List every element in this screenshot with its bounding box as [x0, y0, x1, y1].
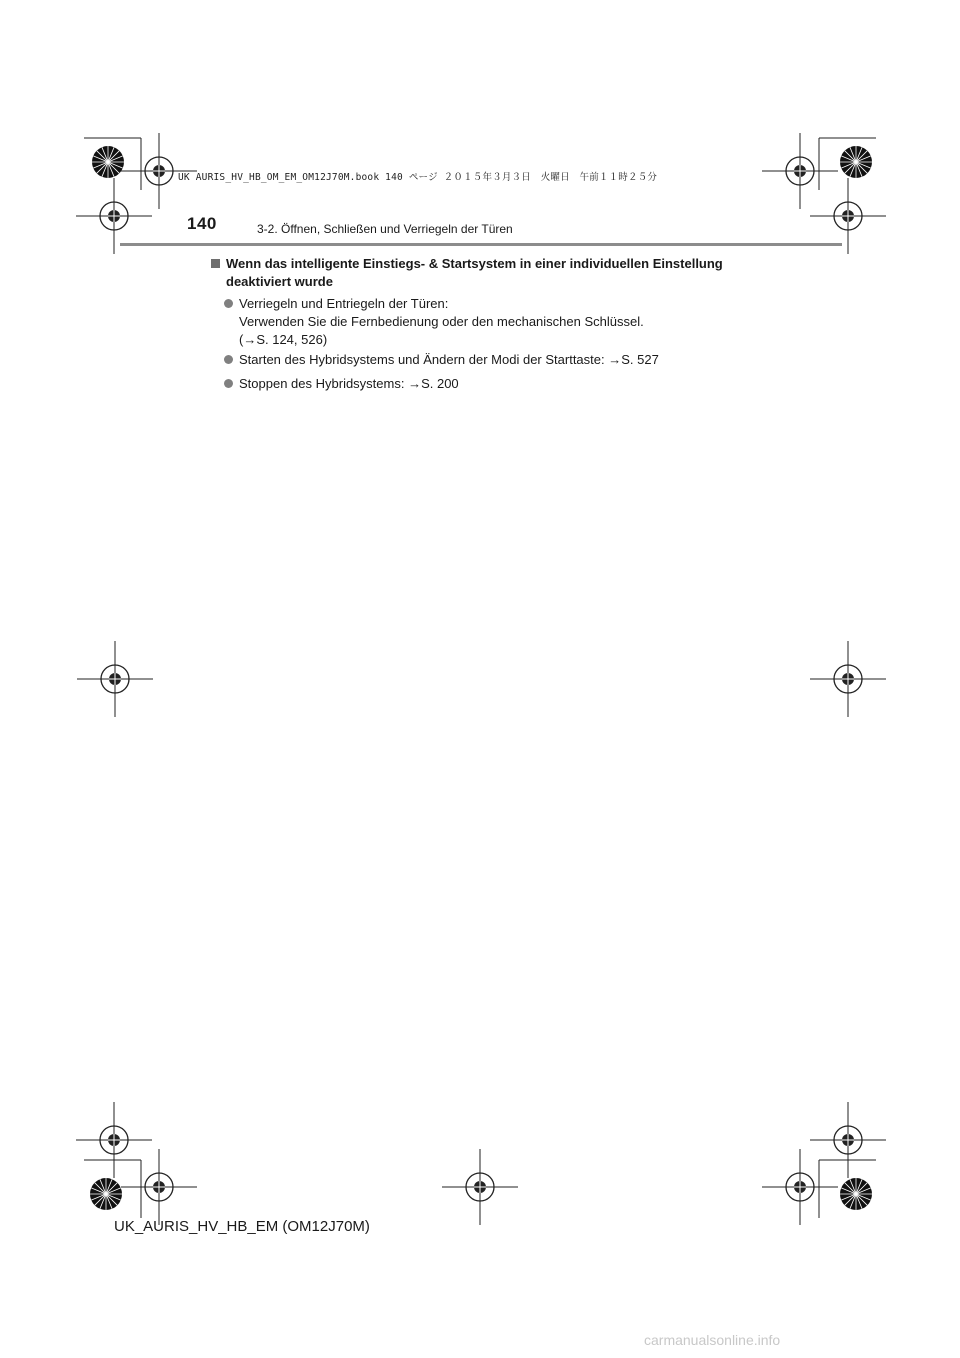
- list-item: [224, 351, 784, 369]
- footer-document-code: UK_AURIS_HV_HB_EM (OM12J70M): [114, 1218, 370, 1235]
- book-stamp: UK AURIS_HV_HB_OM_EM_OM12J70M.book 140 ページ ２０１５年３月３日 火曜日 午前１１時２５分: [178, 172, 658, 183]
- subsection-heading: [211, 255, 771, 291]
- list-item-reference: (→S. 124, 526): [239, 332, 328, 347]
- list-item: [224, 375, 784, 393]
- circle-bullet-icon: [224, 299, 233, 308]
- subsection-heading-text: Wenn das intelligente Einstiegs- & Startsystem in einer individuellen Einstellung deaktiviert wurde: [226, 256, 723, 289]
- list-item: [224, 295, 784, 349]
- list-item-text: Stoppen des Hybridsystems: →S. 200: [239, 376, 459, 391]
- section-title: 3-2. Öffnen, Schließen und Verriegeln der Türen: [257, 222, 513, 236]
- circle-bullet-icon: [224, 379, 233, 388]
- page-number: 140: [187, 214, 217, 233]
- list-item-text: Verwenden Sie die Fernbedienung oder den mechanischen Schlüssel.: [239, 314, 644, 329]
- circle-bullet-icon: [224, 355, 233, 364]
- list-item-text: Verriegeln und Entriegeln der Türen:: [239, 296, 449, 311]
- square-bullet-icon: [211, 259, 220, 268]
- list-item-text: Starten des Hybridsystems und Ändern der Modi der Starttaste: →S. 527: [239, 352, 659, 367]
- header-rule: [120, 243, 842, 246]
- watermark: carmanualsonline.info: [644, 1332, 781, 1348]
